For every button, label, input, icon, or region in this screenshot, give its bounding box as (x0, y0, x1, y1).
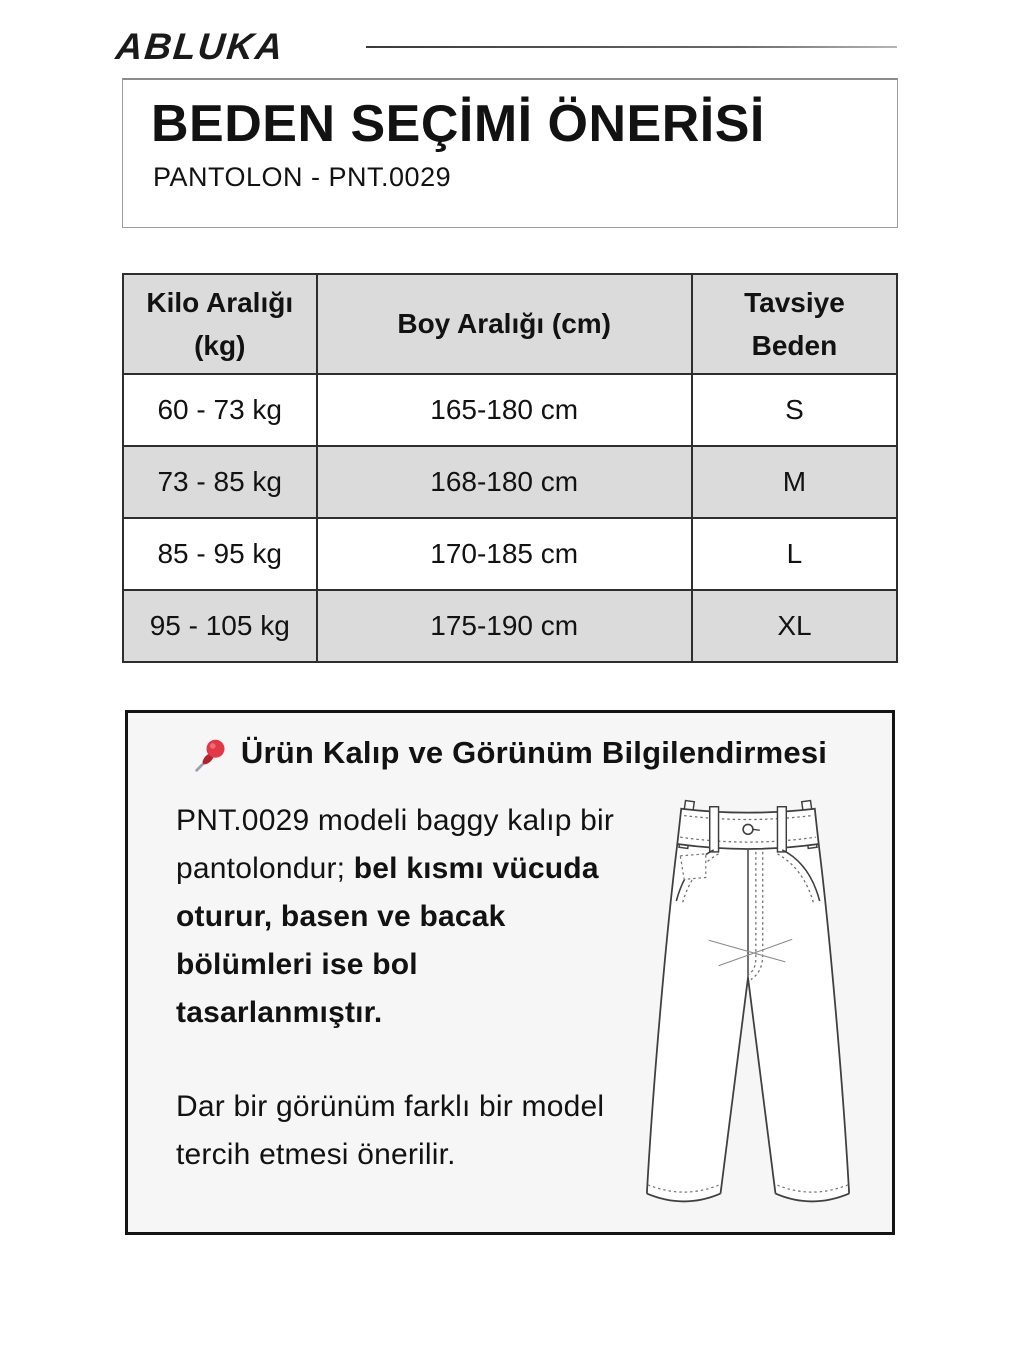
fit-paragraph-2: Dar bir görünüm farklı bir model tercih etmesi önerilir. (176, 1090, 605, 1171)
weight-range-cell: 95 - 105 kg (123, 590, 317, 662)
size-guide-header-box (122, 78, 898, 228)
table-row (123, 374, 897, 446)
size-recommendation-table (122, 273, 898, 663)
brand-logo: ABLUKA (113, 26, 287, 67)
pushpin-icon (193, 737, 229, 773)
recommended-size-cell: S (692, 374, 897, 446)
weight-range-cell: 85 - 95 kg (123, 518, 317, 590)
fit-paragraph-1: PNT.0029 modeli baggy kalıp bir pantolondur; bel kısmı vücuda oturur, basen ve bacak bölümleri ise bol tasarlanmıştır. (176, 804, 615, 1029)
column-header-weight: Kilo Aralığı (kg) (123, 274, 317, 374)
info-box-title: Ürün Kalıp ve Görünüm Bilgilendirmesi (240, 735, 828, 770)
pants-flat-sketch (622, 793, 874, 1225)
weight-range-cell: 60 - 73 kg (123, 374, 317, 446)
recommended-size-cell: M (692, 446, 897, 518)
height-range-cell: 165-180 cm (317, 374, 692, 446)
height-range-cell: 168-180 cm (317, 446, 692, 518)
page-title: BEDEN SEÇİMİ ÖNERİSİ (151, 95, 765, 153)
table-row (123, 590, 897, 662)
height-range-cell: 170-185 cm (317, 518, 692, 590)
product-code-subtitle: PANTOLON - PNT.0029 (153, 162, 452, 192)
column-header-height: Boy Aralığı (cm) (317, 274, 692, 374)
table-header-row (123, 274, 897, 374)
column-header-size: Tavsiye Beden (692, 274, 897, 374)
table-row (123, 446, 897, 518)
height-range-cell: 175-190 cm (317, 590, 692, 662)
info-box-title-row (128, 735, 892, 771)
recommended-size-cell: XL (692, 590, 897, 662)
weight-range-cell: 73 - 85 kg (123, 446, 317, 518)
table-row (123, 518, 897, 590)
fit-description-text (176, 797, 618, 1179)
recommended-size-cell: L (692, 518, 897, 590)
logo-divider-line (366, 46, 897, 48)
fit-information-box (125, 710, 895, 1235)
